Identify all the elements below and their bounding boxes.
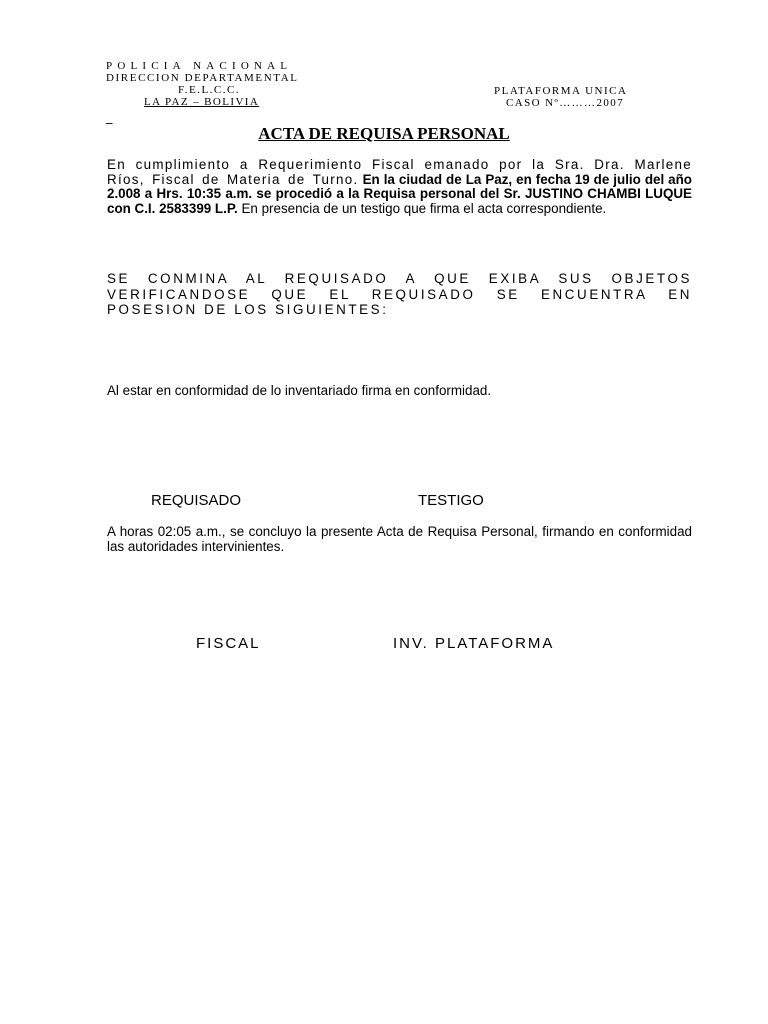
header-dash: _ [106,110,113,125]
paragraph-conminacion-line: SE CONMINA AL REQUISADO A QUE EXIBA SUS OBJETOS [107,271,692,286]
paragraph-intro [107,158,692,216]
header-department: DIRECCION DEPARTAMENTAL [106,72,299,84]
paragraph-conminacion-line: POSESION DE LOS SIGUIENTES: [107,302,389,317]
header-unit: F.E.L.C.C. [178,84,241,96]
paragraph-intro-bold: En la ciudad de La Paz, en fecha 19 de julio del año 2.008 a Hrs. 10:35 a.m. se procedió a la Requisa personal del Sr. JUSTINO CHAMBI LUQUE con C.I. 2583399 L.P. [107,171,692,216]
paragraph-intro-text: En cumplimiento a Requerimiento Fiscal emanado por la Sra. Dra. Marlene Ríos, Fiscal de Materia de Turno. [107,157,692,187]
signature-label-fiscal: FISCAL [196,635,261,652]
header-platform: PLATAFORMA UNICA [494,85,628,97]
paragraph-intro-rest: En presencia de un testigo que firma el acta correspondiente. [237,200,607,216]
header-case-number: CASO Nº………2007 [506,97,625,109]
paragraph-conminacion-line: VERIFICANDOSE QUE EL REQUISADO SE ENCUENTRA EN [107,286,692,302]
paragraph-closing: A horas 02:05 a.m., se concluyo la presente Acta de Requisa Personal, firmando en conformidad las autoridades intervinientes. [107,524,692,554]
header-institution: POLICIA NACIONAL [106,60,293,72]
header-city: LA PAZ – BOLIVIA [144,96,260,108]
paragraph-conformity: Al estar en conformidad de lo inventariado firma en conformidad. [107,383,492,398]
signature-label-requisado: REQUISADO [151,492,242,509]
paragraph-conminacion [107,271,692,318]
signature-label-investigator: INV. PLATAFORMA [393,635,555,652]
signature-label-testigo: TESTIGO [418,492,484,509]
document-title: ACTA DE REQUISA PERSONAL [258,124,510,143]
